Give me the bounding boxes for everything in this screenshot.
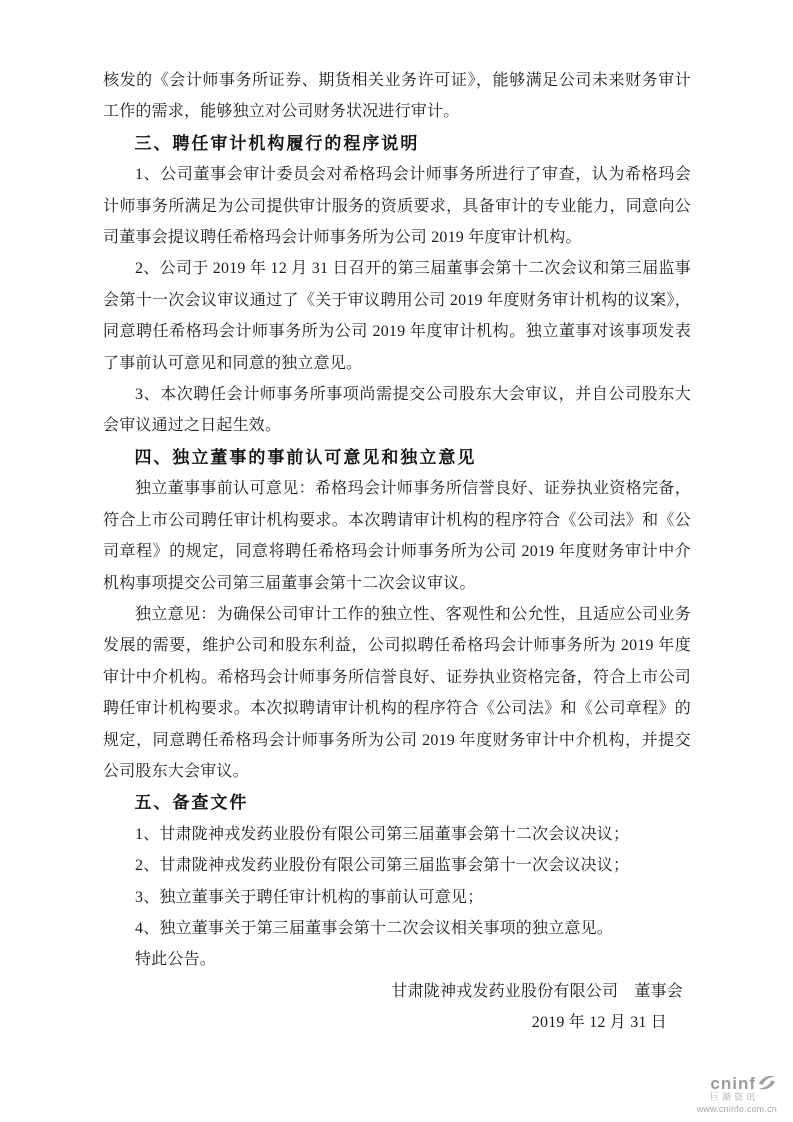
cninfo-brand-text: cninf bbox=[710, 1073, 756, 1093]
cninfo-watermark bbox=[697, 1074, 777, 1114]
list-item-document-3: 3、独立董事关于聘任审计机构的事前认可意见； bbox=[135, 888, 484, 906]
paragraph-procedure-1: 1、公司董事会审计委员会对希格玛会计师事务所进行了审查，认为希格玛会计师事务所满足为公司提供审计服务的资质要求，具备审计的专业能力，同意向公司董事会提议聘任希格玛会计师事务所为公司 2019 年度审计机构。 bbox=[103, 166, 691, 247]
signature-line: 甘肃陇神戎发药业股份有限公司 董事会 bbox=[391, 982, 683, 1000]
closing-statement: 特此公告。 bbox=[135, 951, 217, 969]
document-body bbox=[103, 65, 691, 1039]
section-heading-independent-opinions: 四、独立董事的事前认可意见和独立意见 bbox=[134, 447, 477, 467]
cninfo-swirl-icon bbox=[757, 1074, 777, 1092]
section-heading-reference-documents: 五、备查文件 bbox=[134, 793, 249, 813]
list-item-document-1: 1、甘肃陇神戎发药业股份有限公司第三届董事会第十二次会议决议； bbox=[135, 825, 630, 843]
paragraph-independent-opinion: 独立意见：为确保公司审计工作的独立性、客观性和公允性，且适应公司业务发展的需要，维护公司和股东利益，公司拟聘任希格玛会计师事务所为 2019 年度审计中介机构。希格玛会计师事务所信誉良好、证券执业资格完备，符合上市公司聘任审计机构要求。本次拟聘请审计机构的程序符合《公司法》和《公司章程》的规定，同意聘任希格玛会计师事务所为公司 2019 年度财务审计中介机构，并提交公司股东大会审议。 bbox=[103, 605, 691, 780]
cninfo-url: www.cninfo.com.cn bbox=[696, 1104, 777, 1114]
paragraph-procedure-3: 3、本次聘任会计师事务所事项尚需提交公司股东大会审议，并自公司股东大会审议通过之日起生效。 bbox=[103, 386, 691, 435]
paragraph-intro-continuation: 核发的《会计师事务所证券、期货相关业务许可证》，能够满足公司未来财务审计工作的需求，能够独立对公司财务状况进行审计。 bbox=[103, 72, 691, 121]
cninfo-logo bbox=[697, 1074, 777, 1092]
list-item-document-2: 2、甘肃陇神戎发药业股份有限公司第三届监事会第十一次会议决议； bbox=[135, 857, 630, 875]
list-item-document-4: 4、独立董事关于第三届董事会第十二次会议相关事项的独立意见。 bbox=[135, 919, 614, 937]
cninfo-cn-name: 巨潮资讯 bbox=[709, 1092, 758, 1102]
paragraph-prior-approval-opinion: 独立董事事前认可意见：希格玛会计师事务所信誉良好、证券执业资格完备，符合上市公司聘任审计机构要求。本次聘请审计机构的程序符合《公司法》和《公司章程》的规定，同意将聘任希格玛会计师事务所为公司 2019 年度财务审计中介机构事项提交公司第三届董事会第十二次会议审议。 bbox=[103, 480, 691, 592]
date-line: 2019 年 12 月 31 日 bbox=[531, 1014, 667, 1032]
section-heading-procedures: 三、聘任审计机构履行的程序说明 bbox=[134, 133, 420, 153]
paragraph-procedure-2: 2、公司于 2019 年 12 月 31 日召开的第三届董事会第十二次会议和第三届监事会第十一次会议审议通过了《关于审议聘用公司 2019 年度财务审计机构的议案》，同意聘任希格玛会计师事务所为公司 2019 年度审计机构。独立董事对该事项发表了事前认可意见和同意的独立意见。 bbox=[103, 260, 691, 372]
